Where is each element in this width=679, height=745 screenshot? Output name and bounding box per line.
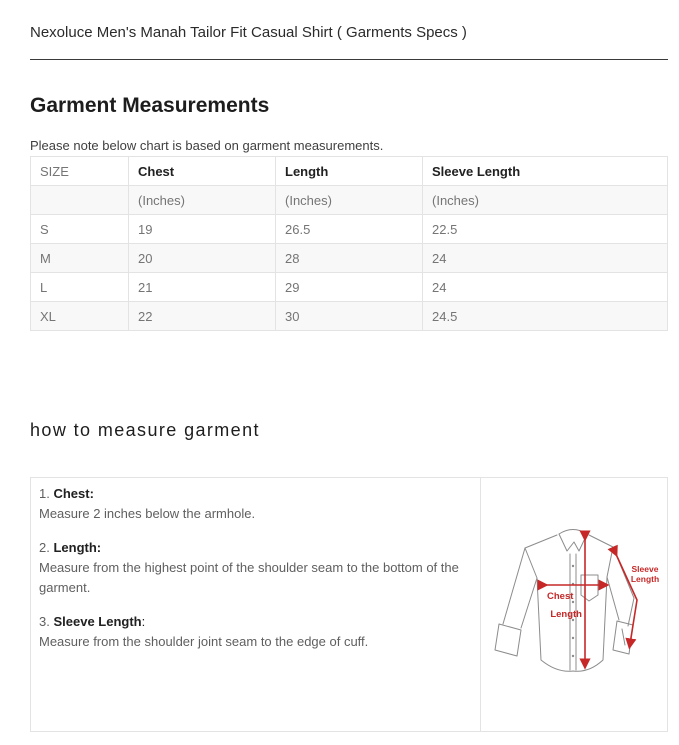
table-cell-size: L — [31, 273, 129, 302]
table-cell-unit: (Inches) — [129, 186, 276, 215]
table-row — [31, 302, 668, 331]
column-header-sleeve-length: Sleeve Length — [423, 157, 668, 186]
table-cell: 21 — [129, 273, 276, 302]
step-text: Measure 2 inches below the armhole. — [39, 506, 256, 521]
table-cell-size: S — [31, 215, 129, 244]
table-row — [31, 273, 668, 302]
table-cell-size: M — [31, 244, 129, 273]
step-heading: 1. Chest: — [39, 486, 94, 501]
step-heading: 2. Length: — [39, 540, 102, 555]
step-heading: 3. Sleeve Length: — [39, 614, 146, 629]
table-cell: 26.5 — [276, 215, 423, 244]
how-to-measure-heading: how to measure garment — [30, 420, 260, 440]
table-cell: 19 — [129, 215, 276, 244]
table-cell: 22.5 — [423, 215, 668, 244]
sleeve-length-arrow-label-line1: Sleeve — [631, 564, 659, 574]
sleeve-length-arrow-label-line2: Length — [630, 574, 660, 584]
table-cell: 22 — [129, 302, 276, 331]
measurements-note: Please note below chart is based on garment measurements. — [30, 138, 384, 153]
measure-step-length — [39, 538, 470, 598]
step-text: Measure from the highest point of the shoulder seam to the bottom of the garment. — [39, 560, 459, 595]
table-cell: 24.5 — [423, 302, 668, 331]
table-row — [31, 244, 668, 273]
table-unit-row — [31, 186, 668, 215]
measure-instructions — [31, 478, 480, 731]
table-cell: 29 — [276, 273, 423, 302]
table-cell — [31, 186, 129, 215]
table-row — [31, 215, 668, 244]
table-cell: 24 — [423, 244, 668, 273]
column-header-length: Length — [276, 157, 423, 186]
measure-step-chest — [39, 484, 470, 524]
table-cell: 28 — [276, 244, 423, 273]
length-arrow-label: Length — [550, 609, 582, 620]
how-to-measure-box — [30, 477, 668, 732]
table-cell-unit: (Inches) — [423, 186, 668, 215]
measurement-labels — [547, 564, 659, 620]
chest-arrow-label: Chest — [547, 591, 574, 602]
title-divider — [30, 59, 668, 60]
table-cell: 20 — [129, 244, 276, 273]
shirt-measurement-diagram — [480, 478, 667, 731]
table-cell-size: XL — [31, 302, 129, 331]
page-title: Nexoluce Men's Manah Tailor Fit Casual Shirt ( Garments Specs ) — [30, 24, 467, 41]
table-cell-unit: (Inches) — [276, 186, 423, 215]
step-text: Measure from the shoulder joint seam to the edge of cuff. — [39, 634, 369, 649]
table-cell: 30 — [276, 302, 423, 331]
size-chart-table — [30, 156, 668, 331]
measure-step-sleeve-length — [39, 612, 470, 652]
shirt-diagram-image — [481, 478, 666, 731]
table-header-row — [31, 157, 668, 186]
garment-measurements-heading: Garment Measurements — [30, 94, 270, 117]
table-cell: 24 — [423, 273, 668, 302]
column-header-size: SIZE — [31, 157, 129, 186]
column-header-chest: Chest — [129, 157, 276, 186]
